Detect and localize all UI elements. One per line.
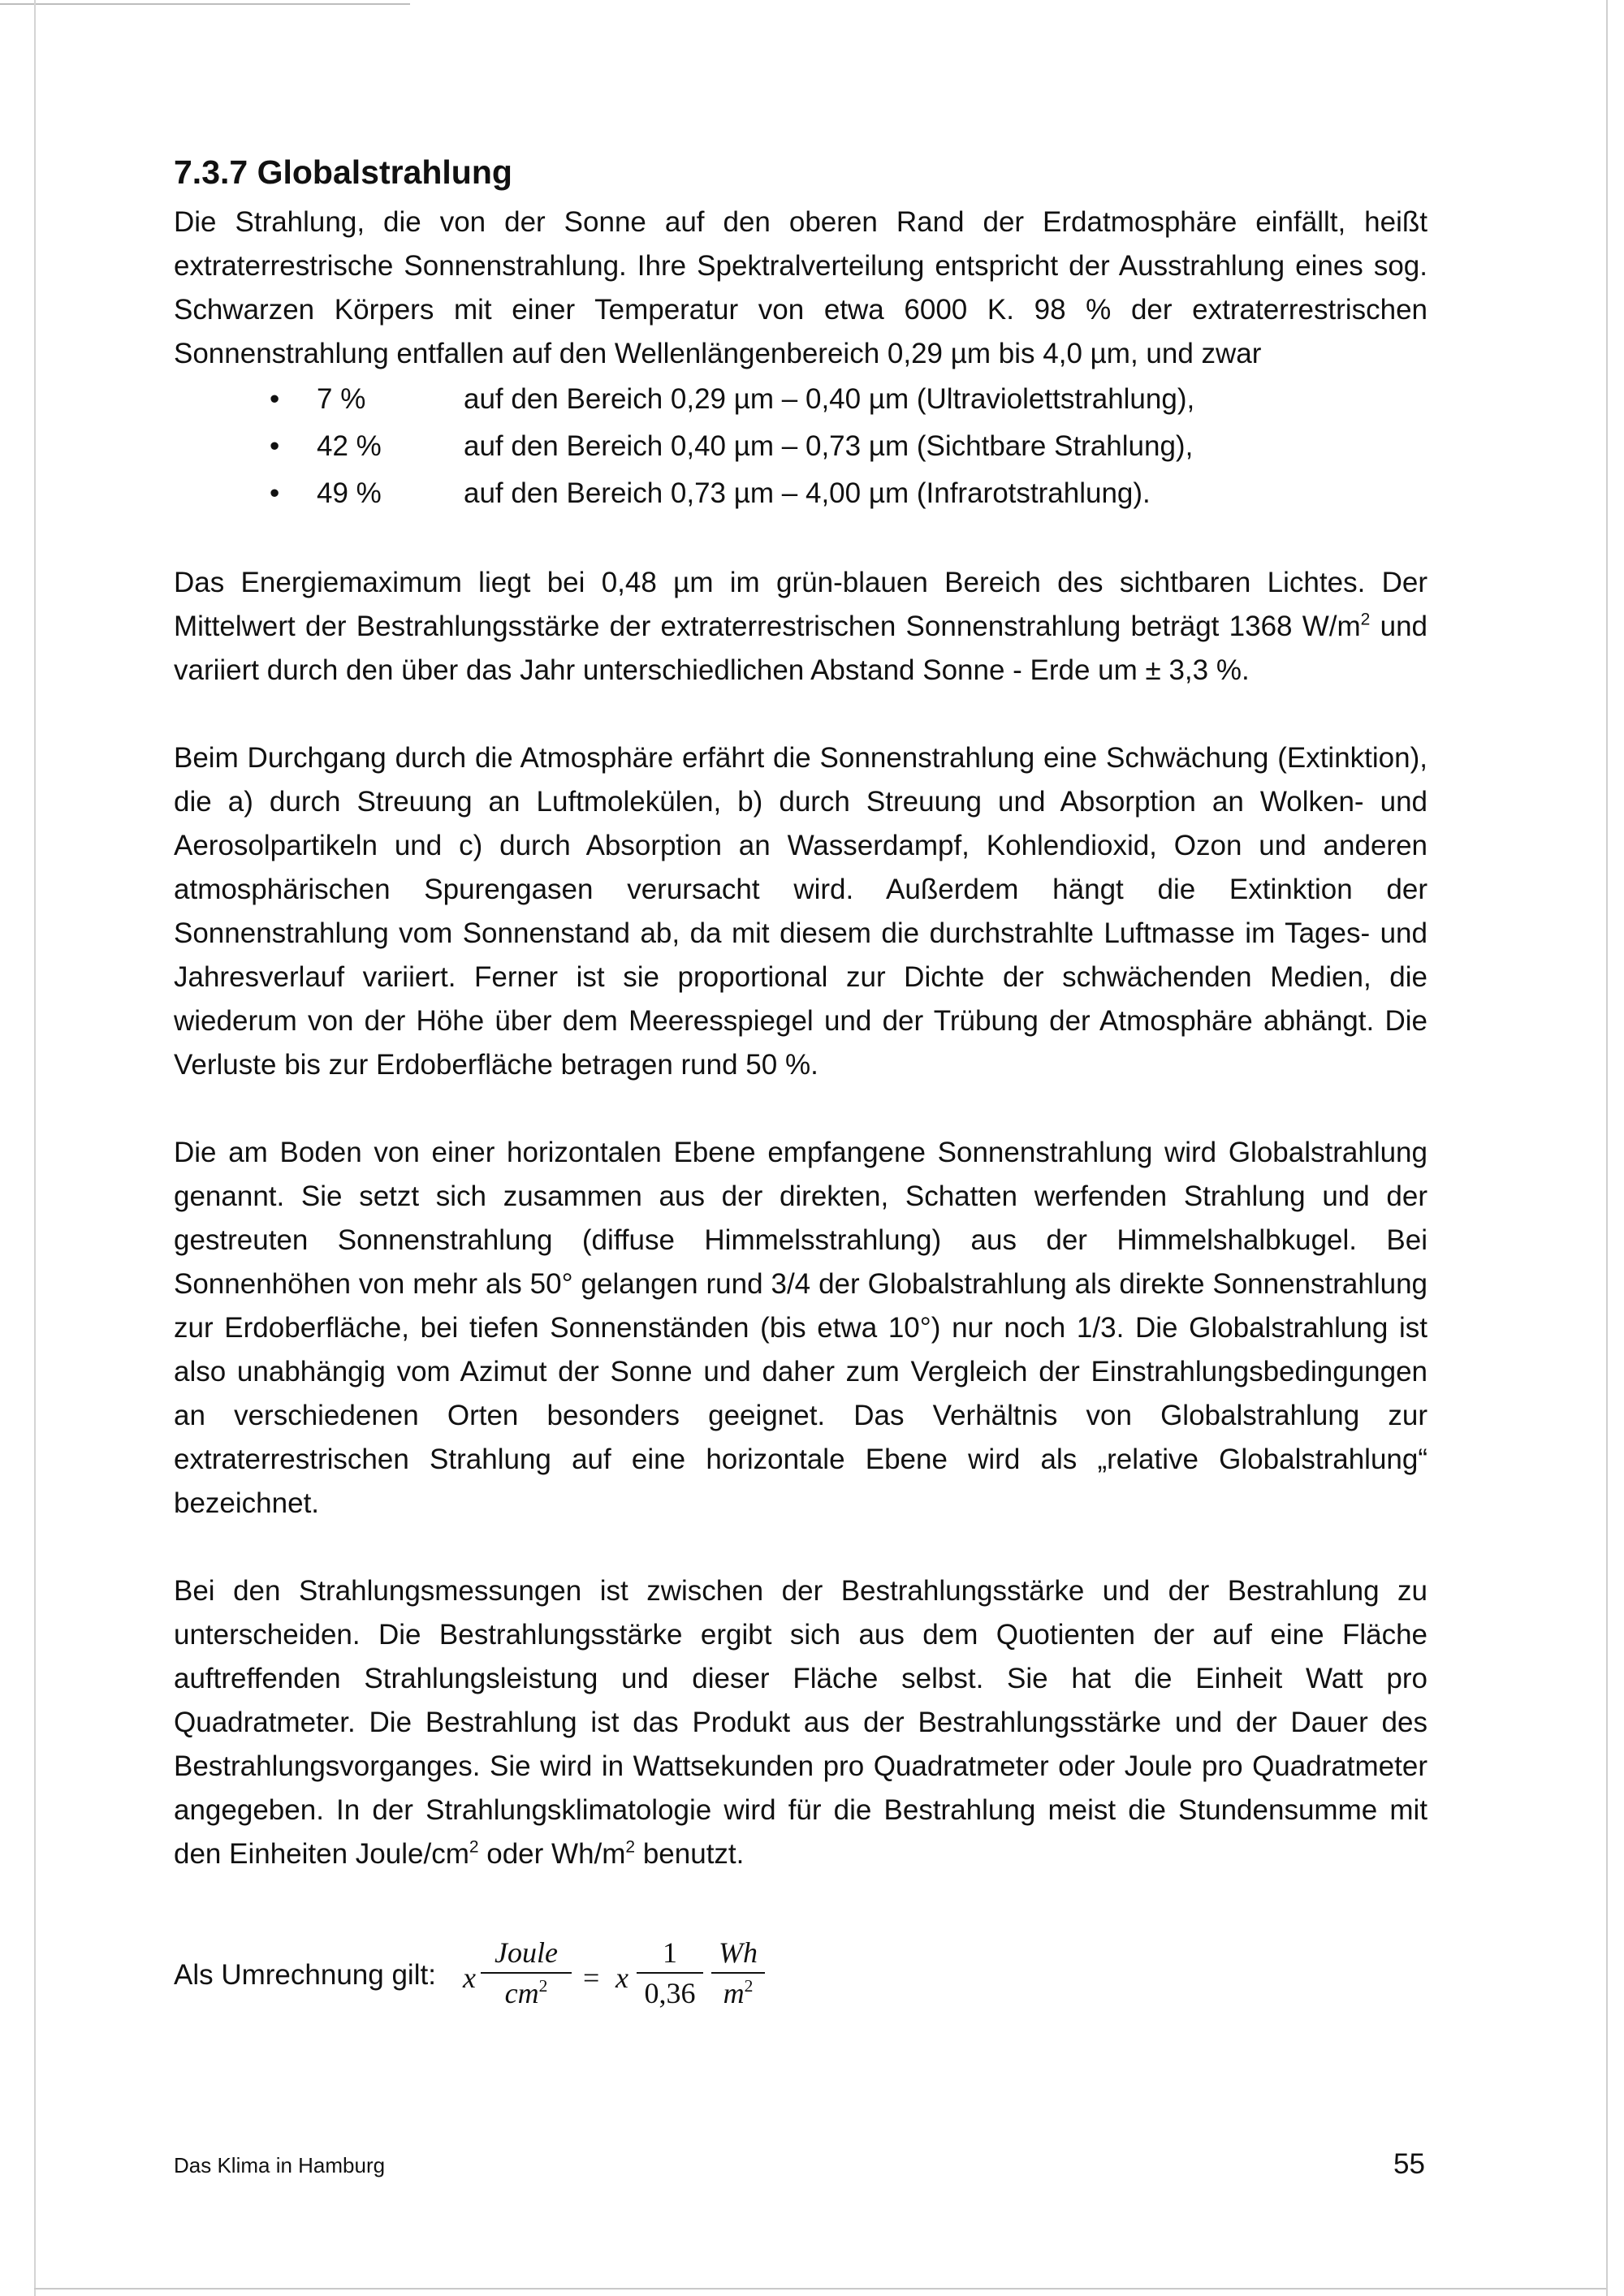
conversion-formula bbox=[174, 1933, 1427, 2022]
scan-edge-bottom bbox=[34, 2288, 1606, 2290]
formula-variable: x bbox=[615, 1962, 628, 1994]
bullet-icon: • bbox=[270, 430, 280, 462]
list-item-percent: 49 % bbox=[317, 477, 382, 509]
paragraph-text: benutzt. bbox=[635, 1838, 745, 1870]
paragraph-text: oder Wh/m bbox=[478, 1838, 626, 1870]
bullet-icon: • bbox=[270, 383, 280, 415]
paragraph-energy-maximum bbox=[174, 561, 1427, 693]
superscript: 2 bbox=[625, 1837, 636, 1857]
list-item-text: auf den Bereich 0,29 µm – 0,40 µm (Ultraviolettstrahlung), bbox=[464, 383, 1195, 415]
page-number: 55 bbox=[1393, 2148, 1425, 2180]
fraction-denominator: 0,36 bbox=[644, 1977, 696, 2009]
paragraph-text: Bei den Strahlungsmessungen ist zwischen der Bestrahlungsstärke und der Bestrahlung zu unterscheiden. Die Bestrahlungsstärke ergibt sich aus dem Quotienten der auf eine Fläche auftreffenden Strahlungsleistung und dieser Fläche selbst. Sie hat die Einheit Watt pro Quadratmeter. Die Bestrahlung ist das Produkt aus der Bestrahlungsstärke und der Dauer des Bestrahlungsvorganges. Sie wird in Wattsekunden pro Quadratmeter oder Joule pro Quadratmeter angegeben. In der Strahlungsklimatologie wird für die Bestrahlung meist die Stundensumme mit den Einheiten Joule/cm bbox=[174, 1575, 1427, 1870]
page-body bbox=[174, 150, 1427, 2022]
fraction-numerator: 1 bbox=[663, 1936, 677, 1969]
list-item-text: auf den Bereich 0,40 µm – 0,73 µm (Sichtbare Strahlung), bbox=[464, 430, 1194, 462]
fraction-wh-per-m2 bbox=[711, 1933, 765, 2013]
unit-text: cm bbox=[504, 1977, 539, 2009]
superscript: 2 bbox=[1360, 610, 1371, 629]
scan-edge-right bbox=[1606, 0, 1608, 2296]
bullet-icon: • bbox=[270, 477, 280, 509]
paragraph-text: und variiert durch den über das Jahr unterschiedlichen Abstand Sonne - Erde um ± 3,3 %. bbox=[174, 611, 1427, 686]
fraction-joule-per-cm2 bbox=[481, 1933, 572, 2013]
superscript: 2 bbox=[538, 1975, 548, 1996]
formula-variable: x bbox=[463, 1962, 476, 1994]
section-heading: 7.3.7 Globalstrahlung bbox=[174, 153, 512, 191]
equals-sign: = bbox=[583, 1962, 600, 1994]
fraction-numerator: Wh bbox=[719, 1936, 758, 1969]
scan-edge-left bbox=[34, 0, 36, 2296]
superscript: 2 bbox=[469, 1837, 479, 1857]
superscript: 2 bbox=[744, 1975, 754, 1996]
fraction-denominator bbox=[711, 1974, 765, 2013]
scan-edge-top bbox=[0, 3, 410, 5]
formula-label: Als Umrechnung gilt: bbox=[174, 1959, 436, 1991]
list-item bbox=[174, 423, 1427, 470]
spectrum-list bbox=[174, 376, 1427, 517]
paragraph-text: Das Energiemaximum liegt bei 0,48 µm im grün-blauen Bereich des sichtbaren Lichtes. Der Mittelwert der Bestrahlungsstärke der extraterrestrischen Sonnenstrahlung beträgt 1368 W/m bbox=[174, 567, 1427, 642]
list-item-text: auf den Bereich 0,73 µm – 4,00 µm (Infrarotstrahlung). bbox=[464, 477, 1151, 509]
paragraph-measurement bbox=[174, 1569, 1427, 1876]
unit-text: m bbox=[723, 1977, 745, 2009]
fraction-one-over bbox=[637, 1933, 703, 2013]
paragraph-global-radiation: Die am Boden von einer horizontalen Ebene empfangene Sonnenstrahlung wird Globalstrahlung genannt. Sie setzt sich zusammen aus der direkten, Schatten werfenden Strahlung und der gestreuten Sonnenstrahlung (diffuse Himmelsstrahlung) aus der Himmelshalbkugel. Bei Sonnenhöhen von mehr als 50° gelangen rund 3/4 der Globalstrahlung als direkte Sonnenstrahlung zur Erdoberfläche, bei tiefen Sonnenständen (bis etwa 10°) nur noch 1/3. Die Globalstrahlung ist also unabhängig vom Azimut der Sonne und daher zum Vergleich der Einstrahlungsbedingungen an verschiedenen Orten besonders geeignet. Das Verhältnis von Globalstrahlung zur extraterrestrischen Strahlung auf eine horizontale Ebene wird als „relative Globalstrahlung“ bezeichnet. bbox=[174, 1137, 1427, 1519]
list-item bbox=[174, 376, 1427, 423]
fraction-numerator: Joule bbox=[495, 1936, 558, 1969]
footer-title: Das Klima in Hamburg bbox=[174, 2153, 386, 2177]
list-item-percent: 7 % bbox=[317, 383, 366, 415]
paragraph-extinction: Beim Durchgang durch die Atmosphäre erfährt die Sonnenstrahlung eine Schwächung (Extinktion), die a) durch Streuung an Luftmolekülen, b) durch Streuung und Absorption an Wolken- und Aerosolpartikeln und c) durch Absorption an Wasserdampf, Kohlendioxid, Ozon und anderen atmosphärischen Spurengasen verursacht wird. Außerdem hängt die Extinktion der Sonnenstrahlung vom Sonnenstand ab, da mit diesem die durchstrahlte Luftmasse im Tages- und Jahresverlauf variiert. Ferner ist sie proportional zur Dichte der schwächenden Medien, die wiederum von der Höhe über dem Meeresspiegel und der Trübung der Atmosphäre abhängt. Die Verluste bis zur Erdoberfläche betragen rund 50 %. bbox=[174, 742, 1427, 1081]
paragraph-intro: Die Strahlung, die von der Sonne auf den oberen Rand der Erdatmosphäre einfällt, heißt extraterrestrische Sonnenstrahlung. Ihre Spektralverteilung entspricht der Ausstrahlung eines sog. Schwarzen Körpers mit einer Temperatur von etwa 6000 K. 98 % der extraterrestrischen Sonnenstrahlung entfallen auf den Wellenlängenbereich 0,29 µm bis 4,0 µm, und zwar bbox=[174, 206, 1427, 369]
fraction-denominator bbox=[481, 1974, 572, 2013]
list-item bbox=[174, 470, 1427, 517]
list-item-percent: 42 % bbox=[317, 430, 382, 462]
